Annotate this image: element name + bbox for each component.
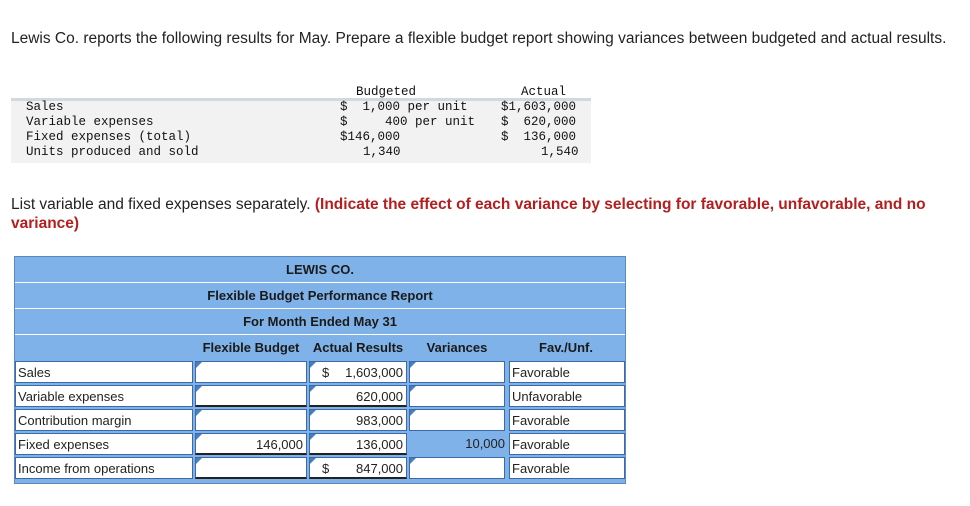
given-row-budgeted: $146,000 (340, 130, 401, 144)
actual-results-input[interactable]: $ 847,000 (309, 457, 407, 479)
variance-input[interactable] (409, 457, 505, 479)
fav-unf-select[interactable]: Favorable (509, 409, 625, 431)
fav-unf-select[interactable]: Favorable (509, 457, 625, 479)
given-header-budgeted: Budgeted (356, 85, 417, 99)
report-row-variable-expenses (15, 385, 625, 409)
row-label: Sales (15, 361, 193, 383)
fav-unf-select[interactable]: Favorable (509, 361, 625, 383)
fav-unf-select[interactable]: Unfavorable (509, 385, 625, 407)
header-actual-results: Actual Results (312, 340, 404, 355)
instructions-highlight: (Indicate the effect of each variance by selecting for favorable, unfavorable, and no variance) (11, 196, 926, 232)
given-row-actual: $ 136,000 (501, 130, 577, 144)
given-row-budgeted: $ 1,000 per unit (340, 100, 468, 114)
header-fav-unf: Fav./Unf. (539, 340, 593, 355)
actual-results-input[interactable]: 620,000 (309, 385, 407, 407)
flexible-budget-input[interactable] (195, 361, 307, 383)
instructions (11, 195, 951, 233)
given-row-actual: $1,603,000 (501, 100, 577, 114)
given-row-actual: 1,540 (541, 145, 579, 159)
given-row-label: Variable expenses (26, 115, 154, 129)
report-row-sales (15, 361, 625, 385)
fav-unf-select[interactable]: Favorable (509, 433, 625, 455)
actual-results-input[interactable]: 983,000 (309, 409, 407, 431)
given-row-actual: $ 620,000 (501, 115, 577, 129)
flexible-budget-input[interactable] (195, 385, 307, 407)
given-row-budgeted: $ 400 per unit (340, 115, 476, 129)
variance-input[interactable] (409, 409, 505, 431)
flexible-budget-input[interactable]: 146,000 (195, 433, 307, 455)
flexible-budget-input[interactable] (195, 409, 307, 431)
row-label: Income from operations (15, 457, 193, 479)
given-row-budgeted: 1,340 (363, 145, 401, 159)
report-period: For Month Ended May 31 (15, 309, 625, 335)
given-row-label: Sales (26, 100, 64, 114)
given-data-table (11, 85, 591, 163)
instructions-plain: List variable and fixed expenses separately. (11, 196, 315, 213)
given-row-label: Fixed expenses (total) (26, 130, 192, 144)
row-label: Fixed expenses (15, 433, 193, 455)
row-label: Contribution margin (15, 409, 193, 431)
flexible-budget-report (14, 256, 626, 484)
variance-value: 10,000 (465, 436, 505, 451)
header-flexible-budget: Flexible Budget (202, 340, 300, 355)
given-header-actual: Actual (521, 85, 567, 99)
flexible-budget-input[interactable] (195, 457, 307, 479)
given-row-label: Units produced and sold (26, 145, 199, 159)
report-title: Flexible Budget Performance Report (15, 283, 625, 309)
row-label: Variable expenses (15, 385, 193, 407)
report-row-income-from-operations (15, 457, 625, 481)
report-row-fixed-expenses (15, 433, 625, 457)
problem-intro: Lewis Co. reports the following results for May. Prepare a flexible budget report showing variances between budgeted and actual results. (11, 30, 947, 47)
actual-results-input[interactable]: 136,000 (309, 433, 407, 455)
report-row-contribution-margin (15, 409, 625, 433)
variance-input[interactable] (409, 385, 505, 407)
variance-input[interactable] (409, 361, 505, 383)
header-variances: Variances (426, 340, 488, 355)
report-company: LEWIS CO. (15, 257, 625, 283)
actual-results-input[interactable]: $ 1,603,000 (309, 361, 407, 383)
